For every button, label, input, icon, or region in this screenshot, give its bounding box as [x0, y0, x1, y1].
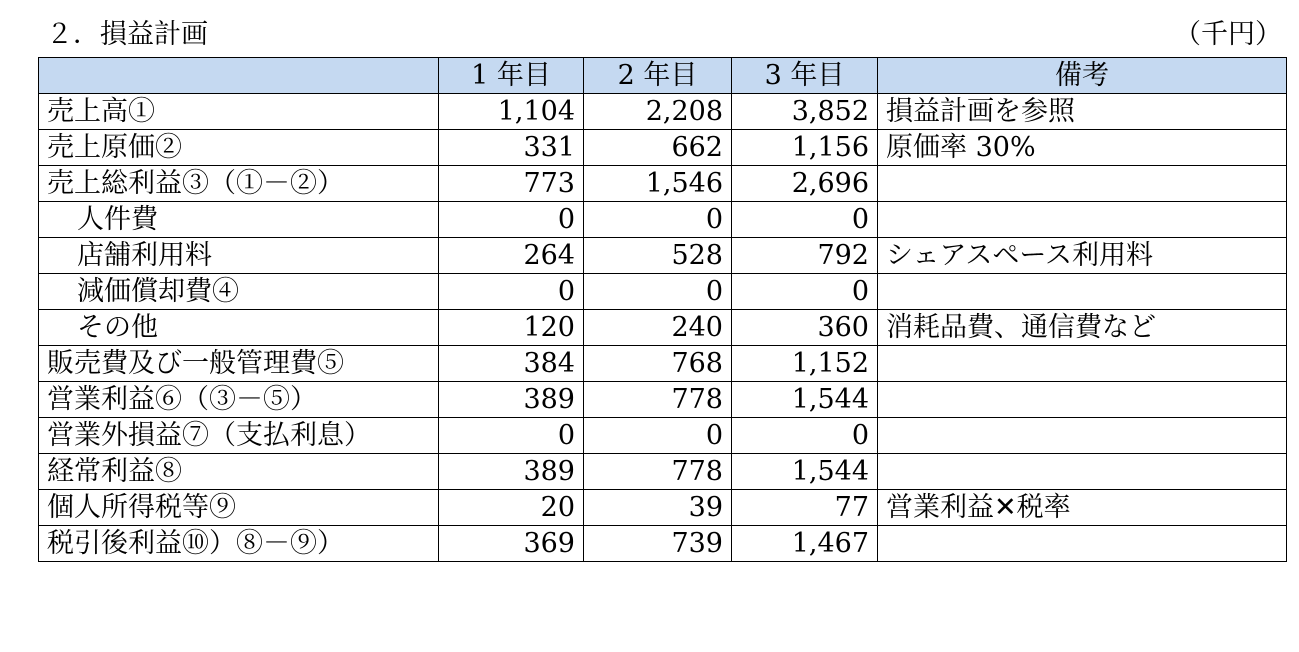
year-1-value: 20: [439, 490, 584, 526]
header-cell-year-3: 3 年目: [732, 58, 878, 94]
year-2-value: 0: [584, 418, 732, 454]
row-label: 減価償却費④: [39, 274, 439, 310]
row-note: [878, 454, 1287, 490]
table-row: [39, 490, 1287, 526]
year-2-value: 0: [584, 274, 732, 310]
year-1-value: 369: [439, 526, 584, 562]
year-3-value: 1,156: [732, 130, 878, 166]
row-note: [878, 202, 1287, 238]
header-cell-year-1: 1 年目: [439, 58, 584, 94]
year-1-value: 0: [439, 418, 584, 454]
year-1-value: 389: [439, 454, 584, 490]
header-cell-item: [39, 58, 439, 94]
year-2-value: 778: [584, 382, 732, 418]
header-cell-year-2: 2 年目: [584, 58, 732, 94]
year-3-value: 0: [732, 202, 878, 238]
page-title: ２．損益計画: [46, 19, 208, 50]
year-1-value: 0: [439, 202, 584, 238]
year-2-value: 39: [584, 490, 732, 526]
table-row: [39, 454, 1287, 490]
table-row: [39, 310, 1287, 346]
row-label: 経常利益⑧: [39, 454, 439, 490]
year-2-value: 768: [584, 346, 732, 382]
table-row: [39, 526, 1287, 562]
row-label: 売上高①: [39, 94, 439, 130]
row-note: [878, 166, 1287, 202]
row-label: 店舗利用料: [39, 238, 439, 274]
row-note: [878, 382, 1287, 418]
year-1-value: 264: [439, 238, 584, 274]
year-1-value: 0: [439, 274, 584, 310]
year-1-value: 331: [439, 130, 584, 166]
table-row: [39, 238, 1287, 274]
year-3-value: 77: [732, 490, 878, 526]
year-3-value: 360: [732, 310, 878, 346]
row-label: 営業利益⑥（③－⑤）: [39, 382, 439, 418]
row-label: 税引後利益⑩）⑧－⑨）: [39, 526, 439, 562]
year-3-value: 0: [732, 274, 878, 310]
year-1-value: 389: [439, 382, 584, 418]
row-note: [878, 526, 1287, 562]
table-row: [39, 202, 1287, 238]
table-row: [39, 94, 1287, 130]
year-3-value: 1,152: [732, 346, 878, 382]
unit-label: （千円）: [1174, 19, 1282, 50]
year-3-value: 3,852: [732, 94, 878, 130]
year-2-value: 240: [584, 310, 732, 346]
year-3-value: 0: [732, 418, 878, 454]
row-note: シェアスペース利用料: [878, 238, 1287, 274]
row-label: 売上原価②: [39, 130, 439, 166]
year-2-value: 0: [584, 202, 732, 238]
row-note: [878, 418, 1287, 454]
year-3-value: 1,467: [732, 526, 878, 562]
year-3-value: 2,696: [732, 166, 878, 202]
row-note: 営業利益✕税率: [878, 490, 1287, 526]
year-2-value: 1,546: [584, 166, 732, 202]
year-1-value: 384: [439, 346, 584, 382]
header-cell-notes: 備考: [878, 58, 1287, 94]
table-body: [39, 94, 1287, 562]
row-label: 営業外損益⑦（支払利息）: [39, 418, 439, 454]
year-2-value: 2,208: [584, 94, 732, 130]
row-note: 消耗品費、通信費など: [878, 310, 1287, 346]
year-3-value: 1,544: [732, 454, 878, 490]
year-2-value: 528: [584, 238, 732, 274]
table-header-row: [39, 58, 1287, 94]
table-row: [39, 130, 1287, 166]
profit-loss-table: [38, 57, 1287, 562]
year-1-value: 773: [439, 166, 584, 202]
table-row: [39, 274, 1287, 310]
row-label: 個人所得税等⑨: [39, 490, 439, 526]
table-row: [39, 418, 1287, 454]
row-note: [878, 346, 1287, 382]
row-label: 人件費: [39, 202, 439, 238]
table-row: [39, 166, 1287, 202]
table-row: [39, 346, 1287, 382]
row-label: 販売費及び一般管理費⑤: [39, 346, 439, 382]
row-note: [878, 274, 1287, 310]
year-3-value: 1,544: [732, 382, 878, 418]
year-1-value: 1,104: [439, 94, 584, 130]
year-2-value: 739: [584, 526, 732, 562]
page-header: [38, 14, 1286, 54]
row-note: 原価率 30%: [878, 130, 1287, 166]
row-label: その他: [39, 310, 439, 346]
row-note: 損益計画を参照: [878, 94, 1287, 130]
year-3-value: 792: [732, 238, 878, 274]
table-row: [39, 382, 1287, 418]
row-label: 売上総利益③（①－②）: [39, 166, 439, 202]
year-1-value: 120: [439, 310, 584, 346]
year-2-value: 662: [584, 130, 732, 166]
year-2-value: 778: [584, 454, 732, 490]
